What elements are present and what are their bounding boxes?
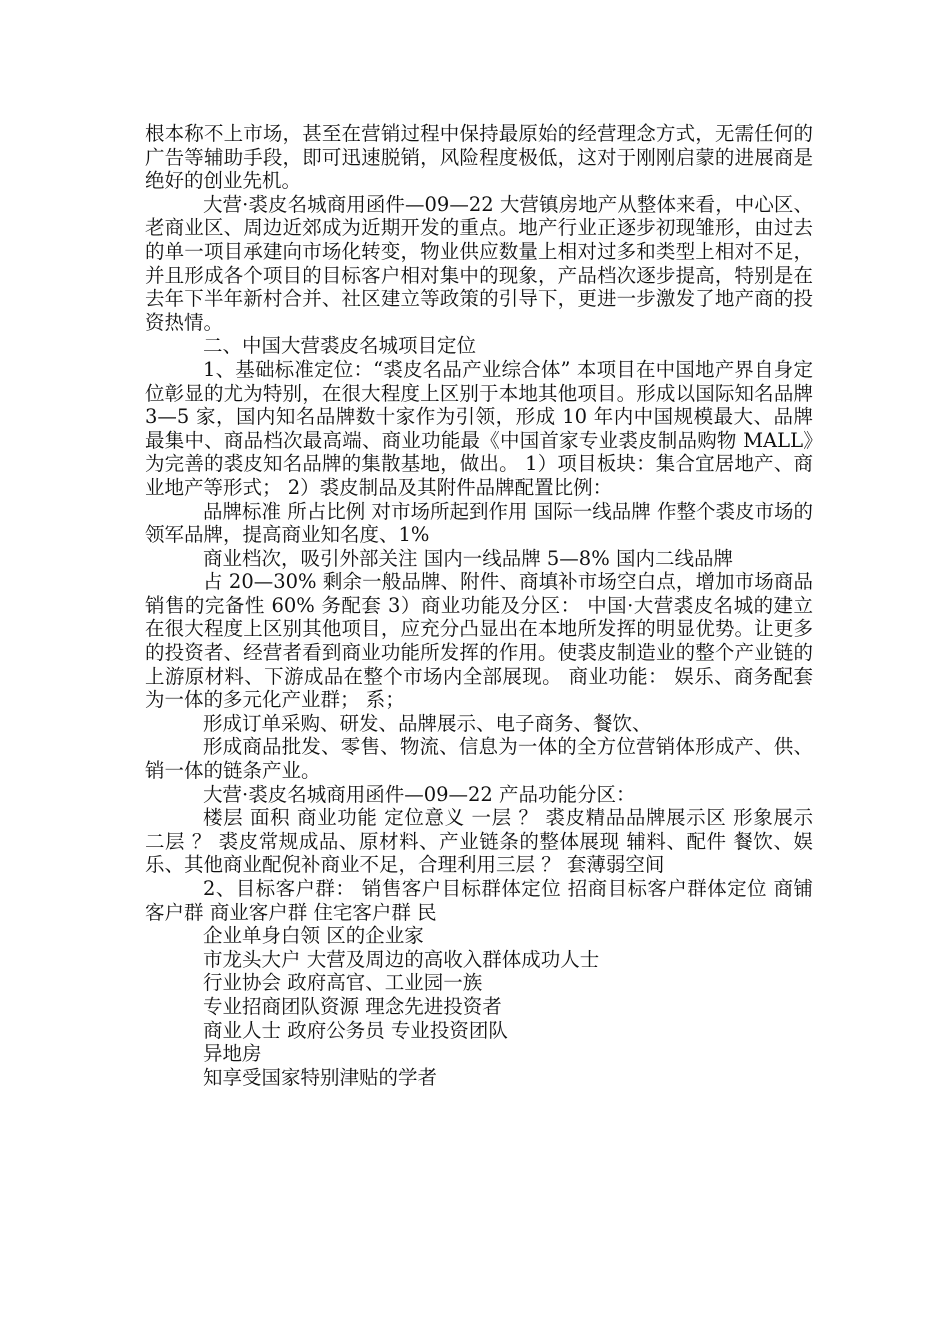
document-page bbox=[145, 122, 813, 1089]
paragraph-order-purchase: 形成订单采购、研发、品牌展示、电子商务、餐饮、 bbox=[203, 711, 652, 735]
section-heading-project-positioning: 二、中国大营裘皮名城项目定位 bbox=[203, 334, 477, 358]
paragraph-letter-zones: 大营·裘皮名城商用函件—09—22 产品功能分区： bbox=[203, 782, 636, 806]
paragraph-business-grade: 商业档次，吸引外部关注 国内一线品牌 5—8% 国内二线品牌 bbox=[203, 546, 733, 570]
list-item: 专业招商团队资源 理念先进投资者 bbox=[203, 994, 502, 1018]
list-item: 异地房 bbox=[203, 1042, 262, 1066]
paragraph-target-customers: 2、目标客户群： 销售客户目标群体定位 招商目标客户群体定位 商铺客户群 商业客户群 住宅客户群 民 bbox=[145, 877, 813, 924]
paragraph-2: 大营·裘皮名城商用函件—09—22 大营镇房地产从整体来看，中心区、老商业区、周边近郊成为近期开发的重点。地产行业正逐步初现雏形，由过去的单一项目承建向市场化转变，物业供应数量上相对过多和类型上相对不足，并且形成各个项目的目标客户相对集中的现象，产品档次逐步提高，特别是在去年下半年新村合并、社区建立等政策的引导下，更进一步激发了地产商的投资热情。 bbox=[145, 192, 813, 334]
paragraph-brand-standard: 品牌标准 所占比例 对市场所起到作用 国际一线品牌 作整个裘皮市场的领军品牌，提高商业知名度、1% bbox=[145, 499, 813, 547]
list-item: 市龙头大户 大营及周边的高收入群体成功人士 bbox=[203, 947, 600, 971]
list-item: 商业人士 政府公务员 专业投资团队 bbox=[203, 1018, 508, 1042]
paragraph-business-function: 占 20—30% 剩余一般品牌、附件、商填补市场空白点，增加市场商品销售的完备性 60% 务配套 3）商业功能及分区： 中国·大营裘皮名城的建立在很大程度上区别其他项目，应充分凸显出在本地所发挥的明显优势。让更多的投资者、经营者看到商业功能所发挥的作用。使裘皮制造业的整个产业链的上游原材料、下游成品在整个市场内全部展现。 商业功能： 娱乐、商务配套为一体的多元化产业群； 系； bbox=[145, 570, 813, 712]
list-item: 企业单身白领 区的企业家 bbox=[203, 924, 424, 948]
paragraph-1: 根本称不上市场，甚至在营销过程中保持最原始的经营理念方式，无需任何的广告等辅助手段，即可迅速脱销，风险程度极低，这对于刚刚启蒙的进展商是绝好的创业先机。 bbox=[145, 122, 813, 193]
list-item: 行业协会 政府高官、工业园一族 bbox=[203, 971, 483, 995]
paragraph-basic-positioning: 1、基础标准定位：“裘皮名品产业综合体” 本项目在中国地产界自身定位彰显的尤为特别，在很大程度上区别于本地其他项目。形成以国际知名品牌 3—5 家，国内知名品牌数十家作为引领，形成 10 年内中国规模最大、品牌最集中、商品档次最高端、商业功能最《中国首家专业裘皮制品购物 MALL》为完善的裘皮知名品牌的集散基地，做出。 1）项目板块：集合宜居地产、商业地产等形式； 2）裘皮制品及其附件品牌配置比例： bbox=[145, 357, 813, 499]
paragraph-wholesale: 形成商品批发、零售、物流、信息为一体的全方位营销体形成产、供、销一体的链条产业。 bbox=[145, 735, 813, 783]
list-item: 知享受国家特别津贴的学者 bbox=[203, 1065, 438, 1089]
paragraph-floor-zones: 楼层 面积 商业功能 定位意义 一层 ？ 裘皮精品品牌展示区 形象展示 二层 ？ 裘皮常规成品、原材料、产业链条的整体展现 辅料、配件 餐饮、娱乐、其他商业配倪补商业不足，合理利用三层 ？ 套薄弱空间 bbox=[145, 806, 813, 877]
